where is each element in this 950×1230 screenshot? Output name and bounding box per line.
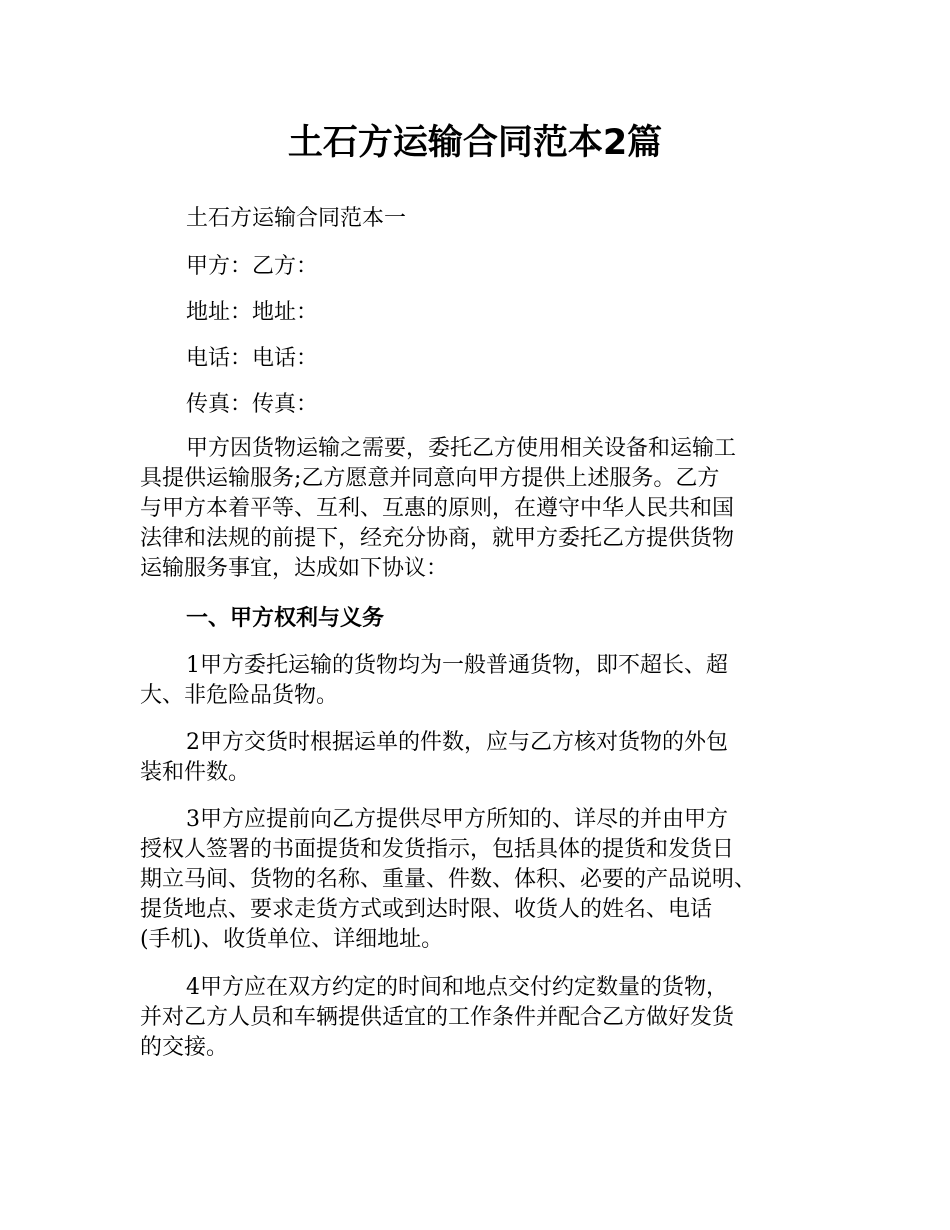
- clause-2: [140, 728, 830, 788]
- clause-line: 的交接。: [140, 1035, 229, 1060]
- intro-line: 运输服务事宜，达成如下协议：: [140, 556, 449, 581]
- clause-line: 2甲方交货时根据运单的件数，应与乙方核对货物的外包: [186, 730, 728, 755]
- clause-line: 装和件数。: [140, 760, 251, 785]
- contract-subtitle: 土石方运输合同范本一: [186, 206, 407, 231]
- intro-line: 具提供运输服务;乙方愿意并同意向甲方提供上述服务。乙方: [140, 466, 720, 491]
- phone-line: 电话：电话：: [186, 346, 319, 371]
- clause-line: 3甲方应提前向乙方提供尽甲方所知的、详尽的并由甲方: [186, 807, 728, 832]
- document-title: 土石方运输合同范本2篇: [287, 123, 663, 163]
- clause-line: 授权人签署的书面提货和发货指示，包括具体的提货和发货日: [140, 837, 735, 862]
- clause-4: [140, 973, 830, 1063]
- party-line: 甲方：乙方：: [186, 254, 319, 279]
- intro-line: 法律和法规的前提下，经充分协商，就甲方委托乙方提供货物: [140, 526, 735, 551]
- clause-line: 大、非危险品货物。: [140, 683, 339, 708]
- clause-1: [140, 651, 830, 711]
- intro-paragraph: [140, 434, 830, 584]
- clause-line: 1甲方委托运输的货物均为一般普通货物，即不超长、超: [186, 653, 728, 678]
- clause-line: (手机)、收货单位、详细地址。: [140, 927, 444, 952]
- intro-line: 与甲方本着平等、互利、互惠的原则，在遵守中华人民共和国: [140, 496, 735, 521]
- intro-line: 甲方因货物运输之需要，委托乙方使用相关设备和运输工: [186, 436, 737, 461]
- fax-line: 传真：传真：: [186, 392, 319, 417]
- clause-line: 4甲方应在双方约定的时间和地点交付约定数量的货物，: [186, 975, 728, 1000]
- clause-line: 并对乙方人员和车辆提供适宜的工作条件并配合乙方做好发货: [140, 1005, 735, 1030]
- clause-line: 提货地点、要求走货方式或到达时限、收货人的姓名、电话: [140, 897, 713, 922]
- clause-line: 期立马间、货物的名称、重量、件数、体积、必要的产品说明、: [140, 867, 757, 892]
- section-heading: 一、甲方权利与义务: [186, 606, 385, 631]
- clause-3: [140, 805, 830, 955]
- address-line: 地址：地址：: [186, 300, 319, 325]
